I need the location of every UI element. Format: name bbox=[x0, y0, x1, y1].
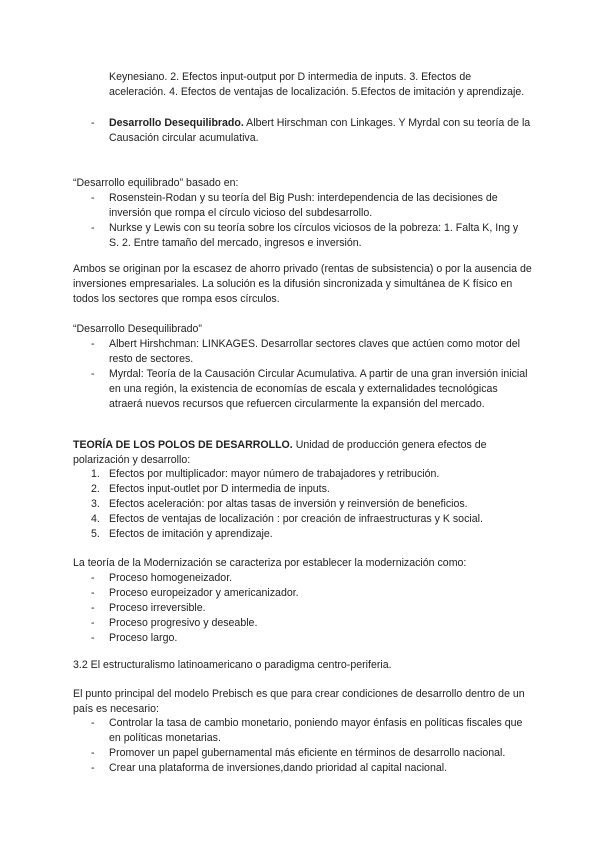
list-number: 3. bbox=[91, 498, 100, 510]
list-item-text: Efectos de ventajas de localización : por creación de infraestructuras y K social. bbox=[109, 513, 483, 525]
polos-numbered-list bbox=[91, 467, 531, 542]
list-item-text: Nurkse y Lewis con su teoría sobre los círculos viciosos de la pobreza: 1. Falta K, Ing y S. 2. Entre tamaño del mercado, ingresos e inversión. bbox=[109, 222, 519, 249]
list-item bbox=[91, 497, 531, 512]
desequilibrado-label: Desarrollo Desequilibrado. bbox=[109, 117, 244, 129]
list-item bbox=[91, 482, 531, 497]
list-item-text: Efectos input-outlet por D intermedia de inputs. bbox=[109, 483, 330, 495]
list-item bbox=[91, 601, 531, 616]
bullet-marker: - bbox=[91, 222, 95, 234]
list-item bbox=[91, 367, 531, 412]
bullet-marker: - bbox=[91, 717, 95, 729]
list-item bbox=[91, 746, 531, 761]
prebisch-list bbox=[91, 716, 531, 776]
modernizacion-list bbox=[91, 571, 531, 646]
list-item bbox=[91, 221, 531, 251]
list-number: 2. bbox=[91, 483, 100, 495]
equilibrado-heading: “Desarrollo equilibrado” basado en: bbox=[73, 177, 239, 189]
polos-title: TEORÍA DE LOS POLOS DE DESARROLLO. bbox=[73, 439, 293, 451]
bullet-marker: - bbox=[91, 587, 95, 599]
list-item bbox=[91, 116, 531, 146]
bullet-marker: - bbox=[91, 572, 95, 584]
bullet-marker: - bbox=[91, 747, 95, 759]
list-item-text: Efectos por multiplicador: mayor número de trabajadores y retribución. bbox=[109, 468, 440, 480]
list-item-text: Crear una plataforma de inversiones,dando prioridad al capital nacional. bbox=[109, 762, 448, 774]
bullet-marker: - bbox=[91, 338, 95, 350]
list-item-text: Albert Hirshchman: LINKAGES. Desarrollar sectores claves que actúen como motor del resto de sectores. bbox=[109, 338, 520, 365]
equilibrado-list bbox=[91, 191, 531, 251]
desequilibrado-text: Albert Hirschman con Linkages. Y Myrdal con su teoría de la Causación circular acumulativa. bbox=[109, 117, 531, 144]
list-item-text: Rosenstein-Rodan y su teoría del Big Push: interdependencia de las decisiones de inversión que rompa el círculo vicioso del subdesarrollo. bbox=[109, 192, 498, 219]
list-item bbox=[91, 337, 531, 367]
list-item-text: Controlar la tasa de cambio monetario, poniendo mayor énfasis en políticas fiscales que en políticas monetarias. bbox=[109, 717, 523, 744]
list-item bbox=[91, 527, 531, 542]
list-item bbox=[91, 761, 531, 776]
polos-heading bbox=[73, 438, 533, 468]
list-item bbox=[91, 586, 531, 601]
desequilibrado-heading: “Desarrollo Desequilibrado” bbox=[73, 323, 202, 335]
list-number: 1. bbox=[91, 468, 100, 480]
bullet-marker: - bbox=[91, 602, 95, 614]
bullet-marker: - bbox=[91, 762, 95, 774]
list-item bbox=[91, 512, 531, 527]
list-item-text: Proceso irreversible. bbox=[109, 602, 206, 614]
list-item bbox=[91, 571, 531, 586]
intro-continuation: Keynesiano. 2. Efectos input-output por D intermedia de inputs. 3. Efectos de aceleración. 4. Efectos de ventajas de localización. 5.Efectos de imitación y aprendizaje. bbox=[109, 71, 525, 98]
bullet-marker: - bbox=[91, 368, 95, 380]
prebisch-heading: El punto principal del modelo Prebisch es que para crear condiciones de desarrollo dentro de un país es necesario: bbox=[73, 688, 525, 715]
list-item bbox=[91, 467, 531, 482]
list-item-text: Proceso homogeneizador. bbox=[109, 572, 233, 584]
list-item bbox=[91, 191, 531, 221]
list-item-text: Proceso largo. bbox=[109, 632, 178, 644]
bullet-marker: - bbox=[91, 617, 95, 629]
list-number: 5. bbox=[91, 528, 100, 540]
list-item bbox=[91, 716, 531, 746]
list-item-text: Efectos aceleración: por altas tasas de inversión y reinversión de beneficios. bbox=[109, 498, 468, 510]
intro-bullet-list bbox=[91, 116, 531, 146]
list-item-text: Efectos de imitación y aprendizaje. bbox=[109, 528, 273, 540]
bullet-marker: - bbox=[91, 117, 95, 129]
bullet-marker: - bbox=[91, 192, 95, 204]
list-item-text: Proceso progresivo y deseable. bbox=[109, 617, 258, 629]
list-item bbox=[91, 631, 531, 646]
section-title: 3.2 El estructuralismo latinoamericano o paradigma centro-periferia. bbox=[73, 659, 392, 671]
bullet-marker: - bbox=[91, 632, 95, 644]
list-item-text: Promover un papel gubernamental más eficiente en términos de desarrollo nacional. bbox=[109, 747, 506, 759]
desequilibrado-list bbox=[91, 337, 531, 412]
list-number: 4. bbox=[91, 513, 100, 525]
list-item-text: Proceso europeizador y americanizador. bbox=[109, 587, 299, 599]
list-item bbox=[91, 616, 531, 631]
list-item-text: Myrdal: Teoría de la Causación Circular Acumulativa. A partir de una gran inversión inicial en una región, la existencia de economías de escala y externalidades tecnológicas atraerá nuevos recursos que refuercen circularmente la expansión del mercado. bbox=[109, 368, 528, 410]
modernizacion-heading: La teoría de la Modernización se caracteriza por establecer la modernización como: bbox=[73, 557, 467, 569]
ambos-paragraph: Ambos se originan por la escasez de ahorro privado (rentas de subsistencia) o por la ausencia de inversiones empresariales. La solución es la difusión sincronizada y simultánea de K físico en todos los sectores que rompa esos círculos. bbox=[73, 263, 532, 305]
polos-heading-text: Unidad de producción genera efectos de polarización y desarrollo: bbox=[73, 439, 487, 466]
